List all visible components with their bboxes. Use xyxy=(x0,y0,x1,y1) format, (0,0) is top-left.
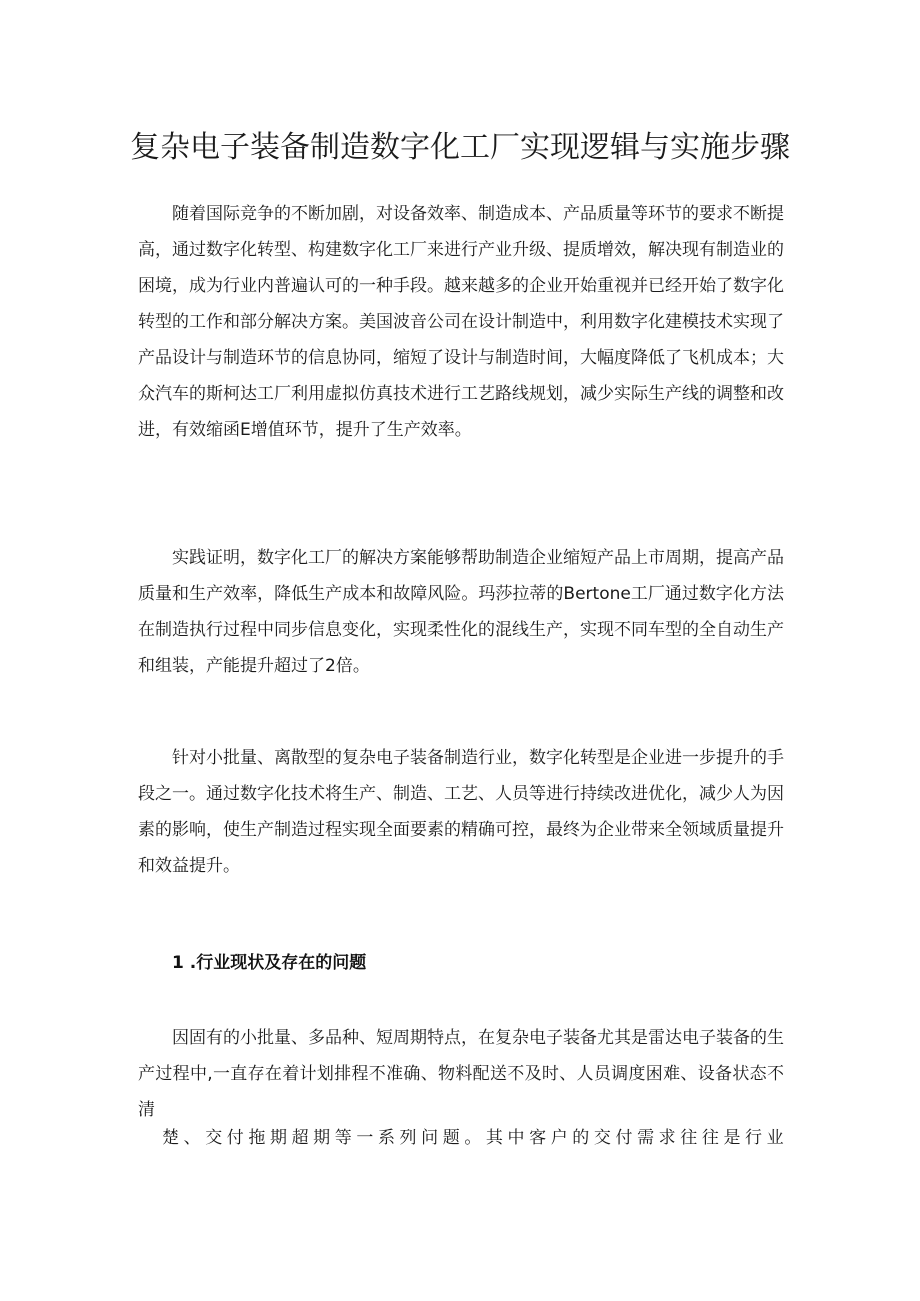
glyph: 是 xyxy=(723,1128,741,1148)
glyph: 期 xyxy=(269,1128,287,1148)
glyph: 中 xyxy=(507,1128,525,1148)
glyph: 其 xyxy=(485,1128,503,1148)
glyph: 楚 xyxy=(162,1128,179,1148)
glyph: 期 xyxy=(313,1128,331,1148)
glyph: 等 xyxy=(334,1128,352,1148)
glyph: 系 xyxy=(377,1128,395,1148)
section-paragraph-last-line xyxy=(162,1120,784,1156)
glyph: 一 xyxy=(356,1128,374,1148)
glyph: 往 xyxy=(680,1128,698,1148)
glyph: 问 xyxy=(421,1128,439,1148)
body-paragraph-3: 针对小批量、离散型的复杂电子装备制造行业，数字化转型是企业进一步提升的手段之一。通过数字化技术将生产、制造、工艺、人员等进行持续改进优化，减少人为因素的影响，使生产制造过程实现全面要素的精确可控，最终为企业带来全领域质量提升和效益提升。 xyxy=(138,748,784,876)
glyph: 列 xyxy=(399,1128,417,1148)
body-paragraph-2: 实践证明，数字化工厂的解决方案能够帮助制造企业缩短产品上市周期，提高产品质量和生产效率，降低生产成本和故障风险。玛莎拉蒂的Bertone工厂通过数字化方法在制造执行过程中同步信息变化，实现柔性化的混线生产，实现不同车型的全自动生产和组装，产能提升超过了2倍。 xyxy=(138,548,784,676)
glyph: 行 xyxy=(745,1128,763,1148)
glyph: 的 xyxy=(572,1128,590,1148)
glyph: 超 xyxy=(291,1128,309,1148)
document-title: 复杂电子装备制造数字化工厂实现逻辑与实施步骤 xyxy=(130,130,790,165)
glyph: 往 xyxy=(701,1128,719,1148)
glyph: 户 xyxy=(550,1128,568,1148)
glyph: 客 xyxy=(529,1128,547,1148)
section-heading: 1 .行业现状及存在的问题 xyxy=(172,953,367,973)
glyph: 付 xyxy=(226,1128,244,1148)
glyph: 交 xyxy=(205,1128,223,1148)
glyph: 求 xyxy=(658,1128,676,1148)
glyph: 题 xyxy=(442,1128,460,1148)
glyph: 。 xyxy=(464,1128,482,1148)
glyph: 、 xyxy=(183,1128,201,1148)
glyph: 付 xyxy=(615,1128,633,1148)
section-paragraph: 因固有的小批量、多品种、短周期特点，在复杂电子装备尤其是雷达电子装备的生产过程中,一直存在着计划排程不准确、物料配送不及时、人员调度困难、设备状态不清 xyxy=(138,1028,784,1120)
glyph: 拖 xyxy=(248,1128,266,1148)
body-paragraph-1: 随着国际竞争的不断加剧，对设备效率、制造成本、产品质量等环节的要求不断提高，通过数字化转型、构建数字化工厂来进行产业升级、提质增效，解决现有制造业的困境，成为行业内普遍认可的一种手段。越来越多的企业开始重视并已经开始了数字化转型的工作和部分解决方案。美国波音公司在设计制造中，利用数字化建模技术实现了产品设计与制造环节的信息协同，缩短了设计与制造时间，大幅度降低了飞机成本；大众汽车的斯柯达工厂利用虚拟仿真技术进行工艺路线规划，减少实际生产线的调整和改进，有效缩函E增值环节，提升了生产效率。 xyxy=(138,204,784,440)
glyph: 交 xyxy=(593,1128,611,1148)
glyph: 业 xyxy=(766,1128,784,1148)
glyph: 需 xyxy=(637,1128,655,1148)
